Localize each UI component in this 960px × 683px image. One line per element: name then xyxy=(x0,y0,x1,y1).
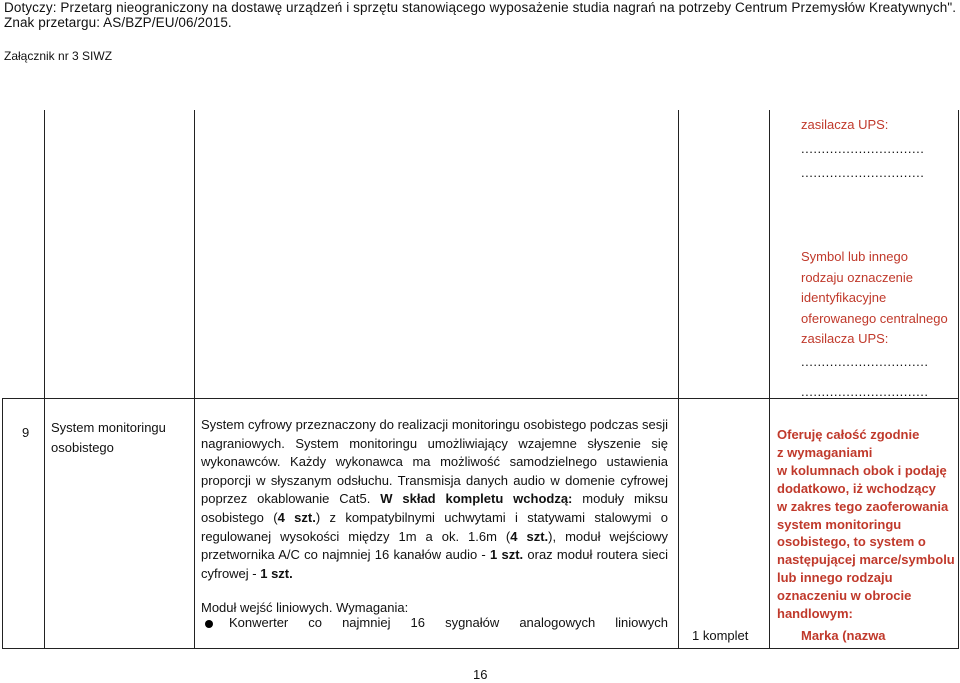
bullet-word: sygnałów xyxy=(445,615,500,630)
offer-line: z wymaganiami xyxy=(777,444,873,460)
table-divider-2 xyxy=(194,110,195,649)
offer-line: Oferuję całość zgodnie xyxy=(777,427,920,442)
header-line-2: Znak przetargu: AS/BZP/EU/06/2015. xyxy=(4,15,232,30)
offer-line: system monitoringu xyxy=(777,516,902,532)
module-heading: Moduł wejść liniowych. Wymagania: xyxy=(201,600,409,616)
table-divider-4 xyxy=(769,110,770,649)
offer-line: handlowym: xyxy=(777,606,853,622)
offer-statement xyxy=(777,426,957,623)
table-divider-1 xyxy=(44,110,45,649)
table-bottom-border xyxy=(2,648,959,649)
bullet-word: co xyxy=(308,615,323,630)
offer-line: następującej marce/symbolu xyxy=(777,552,955,568)
symbol-line: Symbol lub innego xyxy=(801,249,908,264)
table-divider-3 xyxy=(678,110,679,649)
offer-line: oznaczeniu w obrocie xyxy=(777,588,912,604)
bullet-word: najmniej xyxy=(342,615,391,630)
fill-dots: ............................... xyxy=(801,354,929,369)
item-description xyxy=(201,416,668,618)
row-number: 9 xyxy=(22,425,30,440)
offer-line: w zakres tego zaoferowania xyxy=(777,498,949,514)
symbol-line: oferowanego centralnego xyxy=(801,310,948,326)
fill-dots: .............................. xyxy=(801,141,925,156)
offer-line: dodatkowo, iż wchodzący xyxy=(777,480,936,496)
table-border-right xyxy=(958,110,959,649)
offer-line: w kolumnach obok i podaję xyxy=(777,462,947,478)
symbol-label xyxy=(801,247,948,350)
symbol-line: zasilacza UPS: xyxy=(801,331,889,346)
annex-label: Załącznik nr 3 SIWZ xyxy=(4,49,113,63)
fill-dots: ............................... xyxy=(801,384,929,399)
bullet-text xyxy=(229,615,668,630)
bullet-word: analogowych xyxy=(519,615,596,630)
bullet-word: Konwerter xyxy=(229,615,289,630)
table-border-left xyxy=(2,398,3,649)
item-name: System monitoringu osobistego xyxy=(51,420,166,455)
bullet-dot-icon xyxy=(205,620,213,628)
bullet-item xyxy=(201,615,668,630)
quantity: 1 komplet xyxy=(692,628,749,643)
brand-label: Marka (nazwa xyxy=(801,628,886,643)
symbol-line: rodzaju oznaczenie xyxy=(801,269,914,285)
page-number: 16 xyxy=(473,667,488,682)
fill-dots: .............................. xyxy=(801,165,925,180)
description-paragraph: System cyfrowy przeznaczony do realizacji monitoringu osobistego podczas sesji nagraniowych. System monitoringu umożliwiający wzajemne słyszenie się wykonawców. Każdy wykonawca ma możliwość samodzielnego ustawienia proporcji w słyszanym odsłuchu. Transmisja danych audio w domenie cyfrowej poprzez okablowanie Cat5. W skład kompletu wchodzą: moduły miksu osobistego (4 szt.) z kompatybilnymi uchwytami i statywami stalowymi o regulowanej wysokości między 1m a ok. 1.6m (4 szt.), moduł wejściowy przetwornika A/C co najmniej 16 kanałów audio - 1 szt. oraz moduł routera sieci cyfrowej - 1 szt. xyxy=(201,417,669,581)
offer-line: lub innego rodzaju xyxy=(777,570,893,586)
symbol-line: identyfikacyjne xyxy=(801,290,887,305)
bullet-word: liniowych xyxy=(615,615,668,630)
offer-line: osobistego, to system o xyxy=(777,534,926,550)
header-line-1: Dotyczy: Przetarg nieograniczony na dostawę urządzeń i sprzętu stanowiącego wyposażenie studia nagrań na potrzeby Centrum Przemysłów Kreatywnych". xyxy=(4,0,957,15)
bullet-word: 16 xyxy=(410,615,426,630)
ups-label: zasilacza UPS: xyxy=(801,117,889,132)
